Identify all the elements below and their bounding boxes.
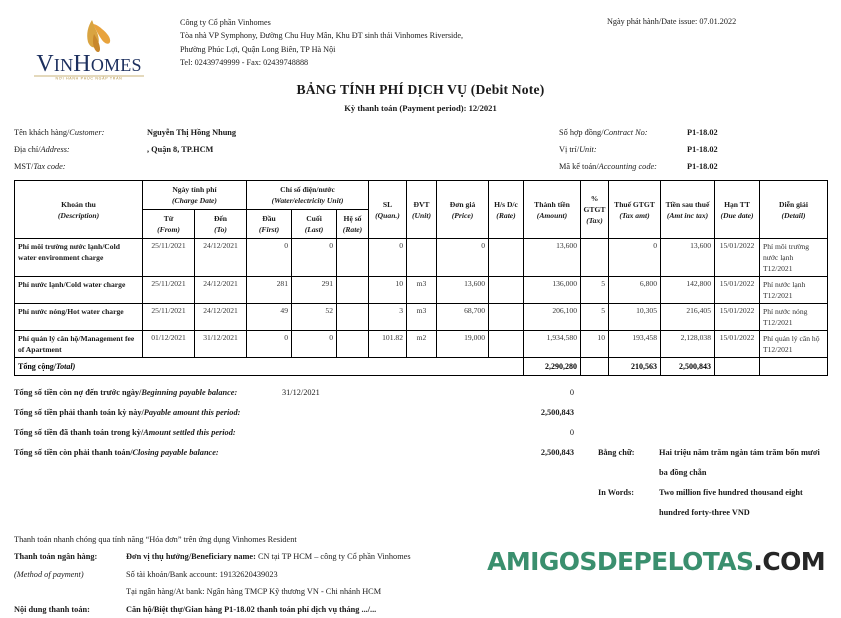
beginning-balance-date: 31/12/2021 [282,383,439,403]
table-row [15,277,828,304]
row-quantity: 0 [369,239,407,277]
payable-this-period-amount: 2,500,843 [439,403,574,423]
row-last: 0 [292,239,337,277]
company-name: Công ty Cổ phần Vinhomes [180,16,597,29]
row-detail: Phí nước lạnh T12/2021 [760,277,828,304]
row-first: 0 [247,239,292,277]
col-adjust-rate: H/s D/c (Rate) [489,181,524,239]
total-tax-amount: 210,563 [609,358,661,376]
row-amount: 206,100 [524,304,581,331]
payable-this-period-label: Tổng số tiền phải thanh toán kỳ này/Payable amount this period: [14,403,282,423]
col-description: Khoản thu (Description) [15,181,143,239]
row-description: Phí nước nóng/Hot water charge [15,304,143,331]
amount-in-words-vi-label: Bằng chữ: [574,443,659,463]
col-tax-percent: % GTGT (Tax) [581,181,609,239]
row-price: 19,000 [437,331,489,358]
bank-name-line: Tại ngân hàng/At bank: Ngân hàng TMCP Kỹ thương VN - Chi nhánh HCM [126,583,827,601]
total-amount: 2,290,280 [524,358,581,376]
row-to: 31/12/2021 [195,331,247,358]
charges-table-body [15,239,828,376]
col-meter-index-group: Chỉ số điện/nước (Water/electricity Unit) [247,181,369,210]
row-rate [337,304,369,331]
balance-summary [0,383,841,523]
col-quantity: SL (Quan.) [369,181,407,239]
row-detail: Phí nước nóng T12/2021 [760,304,828,331]
company-address-block [174,12,597,70]
contract-no-label: Số hợp đồng/Contract No: [559,124,687,141]
row-price: 13,600 [437,277,489,304]
row-rate [337,239,369,277]
vinhomes-logo [14,12,174,80]
row-from: 25/11/2021 [143,304,195,331]
table-header-group-row [15,181,828,210]
customer-info [0,124,841,175]
row-first: 281 [247,277,292,304]
summary-row-closing-balance [14,443,827,483]
col-amount-inc-tax: Tiền sau thuế (Amt inc tax) [661,181,715,239]
col-tax-amount: Thuế GTGT (Tax amt) [609,181,661,239]
row-tax-amount: 6,800 [609,277,661,304]
row-unit [407,239,437,277]
settled-this-period-amount: 0 [439,423,574,443]
summary-row-payable-this-period [14,403,827,423]
summary-row-beginning-balance [14,383,827,403]
row-due-date: 15/01/2022 [715,239,760,277]
row-detail: Phí môi trường nước lạnh T12/2021 [760,239,828,277]
col-to: Đến (To) [195,210,247,239]
row-due-date: 15/01/2022 [715,304,760,331]
row-quantity: 10 [369,277,407,304]
amount-in-words-vi-value: Hai triệu năm trăm ngàn tám trăm bốn mươi ba đồng chẵn [659,443,827,483]
total-tax-pct-blank [581,358,609,376]
payment-row-bank-name [14,583,827,601]
document-title-block [0,82,841,113]
row-tax-amount: 10,305 [609,304,661,331]
accounting-code-value: P1-18.02 [687,158,827,175]
total-label: Tổng cộng/Total) [15,358,524,376]
row-adj-rate [489,239,524,277]
row-from: 01/12/2021 [143,331,195,358]
unit-label: Vị trí/Unit: [559,141,687,158]
row-tax-pct: 5 [581,304,609,331]
col-rate: Hệ số (Rate) [337,210,369,239]
row-to: 24/12/2021 [195,239,247,277]
col-due-date: Hạn TT (Due date) [715,181,760,239]
row-amount-inc-tax: 13,600 [661,239,715,277]
address-value: , Quận 8, TP.HCM [147,141,559,158]
charges-table-wrapper [0,180,841,376]
row-tax-pct: 10 [581,331,609,358]
bank-payment-label: Thanh toán ngân hàng: [14,548,126,566]
page-title: BẢNG TÍNH PHÍ DỊCH VỤ (Debit Note) [0,82,841,98]
beneficiary-line: Đơn vị thụ hưởng/Beneficiary name: CN tại TP HCM – công ty Cổ phần Vinhomes [126,548,827,566]
contract-no-value: P1-18.02 [687,124,827,141]
company-contact: Tel: 02439749999 - Fax: 02439748888 [180,56,597,69]
row-rate [337,277,369,304]
row-adj-rate [489,331,524,358]
payment-content-label: Nội dung thanh toán: [14,601,126,618]
row-detail: Phí quản lý căn hộ T12/2021 [760,331,828,358]
col-first: Đầu (First) [247,210,292,239]
row-description: Phí môi trường nước lạnh/Cold water environment charge [15,239,143,277]
row-adj-rate [489,304,524,331]
accounting-code-label: Mã kế toán/Accounting code: [559,158,687,175]
closing-balance-label: Tổng số tiền còn phải thanh toán/Closing payable balance: [14,443,282,463]
beginning-balance-amount: 0 [439,383,574,403]
payment-content-value: Căn hộ/Biệt thự/Gian hàng P1-18.02 thanh toán phí dịch vụ tháng .../... [126,601,827,618]
row-amount-inc-tax: 142,800 [661,277,715,304]
row-unit: m2 [407,331,437,358]
row-adj-rate [489,277,524,304]
quick-payment-note: Thanh toán nhanh chóng qua tính năng “Hóa đơn” trên ứng dụng Vinhomes Resident [14,532,827,548]
total-detail-blank [760,358,828,376]
info-row-customer [14,124,827,141]
row-tax-amount: 0 [609,239,661,277]
col-last: Cuối (Last) [292,210,337,239]
watermark-dark-text: .COM [753,547,825,576]
row-description: Phí quản lý căn hộ/Management fee of Apartment [15,331,143,358]
col-detail: Diễn giải (Detail) [760,181,828,239]
col-charge-date-group: Ngày tính phí (Charge Date) [143,181,247,210]
row-amount: 1,934,580 [524,331,581,358]
table-row [15,331,828,358]
amount-in-words-en-label: In Words: [574,483,659,503]
customer-name-value: Nguyễn Thị Hồng Nhung [147,124,559,141]
logo-tagline: NƠI HẠNH PHÚC NGẬP TRÀN [56,76,123,81]
col-from: Từ (From) [143,210,195,239]
row-amount-inc-tax: 216,405 [661,304,715,331]
address-label: Địa chỉ/Address: [14,141,147,158]
row-rate [337,331,369,358]
summary-row-settled-this-period [14,423,827,443]
company-address-line-1: Tòa nhà VP Symphony, Đường Chu Huy Mân, Khu ĐT sinh thái Vinhomes Riverside, [180,29,597,42]
row-first: 49 [247,304,292,331]
watermark-green-text: AMIGOSDEPELOTAS [487,547,753,576]
vinhomes-logo-icon [14,14,164,80]
row-quantity: 3 [369,304,407,331]
row-from: 25/11/2021 [143,277,195,304]
document-header [0,0,841,80]
beginning-balance-label: Tổng số tiền còn nợ đến trước ngày/Beginning payable balance: [14,383,282,403]
site-watermark [487,547,825,576]
col-amount: Thành tiền (Amount) [524,181,581,239]
total-amount-inc-tax: 2,500,843 [661,358,715,376]
row-due-date: 15/01/2022 [715,277,760,304]
row-quantity: 101.82 [369,331,407,358]
table-row [15,304,828,331]
row-amount: 136,000 [524,277,581,304]
col-price: Đơn giá (Price) [437,181,489,239]
row-last: 291 [292,277,337,304]
row-price: 0 [437,239,489,277]
row-tax-amount: 193,458 [609,331,661,358]
table-total-row [15,358,828,376]
row-tax-pct: 5 [581,277,609,304]
row-amount-inc-tax: 2,128,038 [661,331,715,358]
company-address-line-2: Phường Phúc Lợi, Quận Long Biên, TP Hà Nội [180,43,597,56]
payment-period: Kỳ thanh toán (Payment period): 12/2021 [0,103,841,113]
method-of-payment-label: (Method of payment) [14,566,126,584]
total-due-date-blank [715,358,760,376]
info-row-taxcode [14,158,827,175]
svg-text:VINHOMES: VINHOMES [36,51,141,77]
row-to: 24/12/2021 [195,277,247,304]
issue-date: Ngày phát hành/Date issue: 07.01.2022 [607,17,827,26]
row-tax-pct [581,239,609,277]
row-to: 24/12/2021 [195,304,247,331]
row-first: 0 [247,331,292,358]
amount-in-words-en-value: Two million five hundred thousand eight hundred forty-three VND [659,483,827,523]
closing-balance-amount: 2,500,843 [439,443,574,463]
row-amount: 13,600 [524,239,581,277]
row-price: 68,700 [437,304,489,331]
row-from: 25/11/2021 [143,239,195,277]
row-unit: m3 [407,304,437,331]
table-row [15,239,828,277]
charges-table [14,180,828,376]
unit-value: P1-18.02 [687,141,827,158]
row-last: 0 [292,331,337,358]
summary-row-in-words-en [14,483,827,523]
settled-this-period-label: Tổng số tiền đã thanh toán trong kỳ/Amount settled this period: [14,423,282,443]
tax-code-label: MST/Tax code: [14,158,147,175]
issue-date-block [597,12,827,26]
tax-code-value [147,158,559,175]
info-row-address [14,141,827,158]
col-unit: ĐVT (Unit) [407,181,437,239]
customer-label: Tên khách hàng/Customer: [14,124,147,141]
bank-name-spacer [14,583,126,601]
row-description: Phí nước lạnh/Cold water charge [15,277,143,304]
payment-row-content [14,601,827,618]
row-last: 52 [292,304,337,331]
row-due-date: 15/01/2022 [715,331,760,358]
row-unit: m3 [407,277,437,304]
bank-account-line: Số tài khoản/Bank account: 19132620439023 [126,566,827,584]
